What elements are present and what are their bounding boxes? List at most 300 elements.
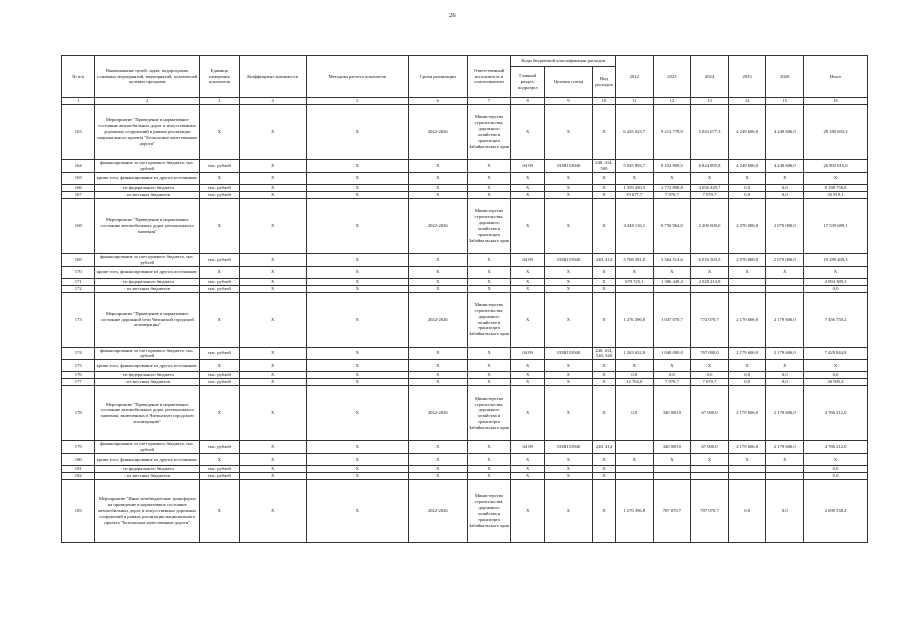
row-year-value: 1 263 632,8 xyxy=(615,347,653,360)
row-coefficient: X xyxy=(239,198,306,253)
program-table xyxy=(61,55,868,543)
row-responsible: X xyxy=(467,160,511,173)
row-target-article: X xyxy=(544,172,592,184)
row-number: 177 xyxy=(62,379,95,386)
row-year-value: X xyxy=(728,172,766,184)
row-unit: тыс. рублей xyxy=(199,379,239,386)
table-row xyxy=(62,184,868,191)
row-unit: X xyxy=(199,292,239,347)
row-section: X xyxy=(511,473,544,480)
row-year-value: 2 179 606,0 xyxy=(766,441,804,454)
row-total: X xyxy=(804,454,868,466)
row-year-value: 1 386 449,4 xyxy=(653,278,691,285)
col-target-article: Целевая статья xyxy=(544,67,592,98)
row-number: 180 xyxy=(62,454,95,466)
row-section: 04 09 xyxy=(511,160,544,173)
row-number: 181 xyxy=(62,466,95,473)
row-year-value: 2 179 606,0 xyxy=(766,347,804,360)
row-method: X xyxy=(306,191,408,198)
row-year-value: 0,0 xyxy=(766,480,804,543)
row-target-article: 333R153940 xyxy=(544,441,592,454)
row-section: 04 09 xyxy=(511,441,544,454)
column-number-cell: 12 xyxy=(653,98,691,105)
col-name: Наименование целей, задач, подпрограмм, основных мероприятий, мероприятий, показателей целевых программ xyxy=(95,56,200,98)
row-coefficient: X xyxy=(239,386,306,441)
row-term: X xyxy=(409,253,468,266)
row-expense-type: X xyxy=(592,198,615,253)
row-section: X xyxy=(511,372,544,379)
column-number-cell: 9 xyxy=(544,98,592,105)
row-year-value: X xyxy=(728,360,766,372)
row-unit: тыс. рублей xyxy=(199,285,239,292)
row-year-value: 767 000,0 xyxy=(691,347,729,360)
row-name: Мероприятие "Иные межбюджетные трансферты на приведение в нормативное состояние автомобильных дорог и искусственных дорожных сооружений в рамках реализации национального проекта "Безопасные качественные дороги" xyxy=(95,480,200,543)
row-name: кроме того, финансирование из других источников: xyxy=(95,454,200,466)
row-year-value: 0,0 xyxy=(615,372,653,379)
row-total: 4 094 389,3 xyxy=(804,278,868,285)
row-method: X xyxy=(306,285,408,292)
row-year-value: X xyxy=(766,454,804,466)
row-year-value: 0,0 xyxy=(728,480,766,543)
column-number-cell: 7 xyxy=(467,98,511,105)
row-year-value: 6 016 503,5 xyxy=(691,253,729,266)
row-name: - из местных бюджетов xyxy=(95,191,200,198)
column-number-cell: 11 xyxy=(615,98,653,105)
row-number: 164 xyxy=(62,160,95,173)
col-responsible: Ответственный исполнитель и соисполнители xyxy=(467,56,511,98)
row-coefficient: X xyxy=(239,278,306,285)
row-year-value: 340 000,0 xyxy=(653,441,691,454)
row-year-value: X xyxy=(766,172,804,184)
row-coefficient: X xyxy=(239,292,306,347)
table-row xyxy=(62,466,868,473)
row-coefficient: X xyxy=(239,473,306,480)
row-total: X xyxy=(804,360,868,372)
row-number: 179 xyxy=(62,441,95,454)
row-method: X xyxy=(306,105,408,160)
row-year-value: 0,0 xyxy=(728,372,766,379)
row-year-value: 2 070 000,0 xyxy=(766,253,804,266)
row-name: финансирование за счет краевого бюджета, тыс. рублей xyxy=(95,347,200,360)
row-term: 2022-2026 xyxy=(409,198,468,253)
row-total: 7 456 750,2 xyxy=(804,292,868,347)
row-name: - из федерального бюджета xyxy=(95,278,200,285)
row-year-value xyxy=(728,466,766,473)
row-year-value: 1 276 396,8 xyxy=(615,480,653,543)
row-year-value: X xyxy=(691,360,729,372)
table-row xyxy=(62,278,868,285)
row-year-value xyxy=(766,473,804,480)
row-responsible: X xyxy=(467,360,511,372)
row-year-value: X xyxy=(766,266,804,278)
row-term: X xyxy=(409,441,468,454)
row-year-value: X xyxy=(691,172,729,184)
row-target-article: X xyxy=(544,379,592,386)
row-number: 167 xyxy=(62,191,95,198)
row-number: 174 xyxy=(62,347,95,360)
row-name: Мероприятие "Приведение в нормативное состояние автомобильных дорог регионального значения" xyxy=(95,198,200,253)
row-coefficient: X xyxy=(239,466,306,473)
row-responsible: X xyxy=(467,172,511,184)
page-number: 26 xyxy=(449,12,456,19)
row-coefficient: X xyxy=(239,372,306,379)
row-year-value: X xyxy=(766,360,804,372)
row-year-value xyxy=(615,466,653,473)
row-responsible: Министерство строительства, дорожного хозяйства и транспорта Забайкальского края xyxy=(467,480,511,543)
column-number-cell: 3 xyxy=(199,98,239,105)
row-year-value: 2 179 606,0 xyxy=(766,292,804,347)
row-year-value: 5 364 514,6 xyxy=(653,253,691,266)
row-expense-type: X xyxy=(592,105,615,160)
row-name: - из местных бюджетов xyxy=(95,285,200,292)
row-number: 176 xyxy=(62,372,95,379)
row-unit: X xyxy=(199,386,239,441)
row-total: 17 539 689,1 xyxy=(804,198,868,253)
row-coefficient: X xyxy=(239,379,306,386)
col-method: Методика расчета показателя xyxy=(306,56,408,98)
row-section: X xyxy=(511,292,544,347)
row-number: 171 xyxy=(62,278,95,285)
row-section: X xyxy=(511,198,544,253)
row-name: - из местных бюджетов xyxy=(95,473,200,480)
table-row xyxy=(62,292,868,347)
row-total: 0,0 xyxy=(804,473,868,480)
row-total: 7 429 844,8 xyxy=(804,347,868,360)
row-year-value: 2 179 606,0 xyxy=(728,292,766,347)
row-year-value: X xyxy=(653,266,691,278)
row-responsible: Министерство строительства, дорожного хозяйства и транспорта Забайкальского края xyxy=(467,292,511,347)
row-unit: тыс. рублей xyxy=(199,372,239,379)
col-section: Главный раздел, подраздел xyxy=(511,67,544,98)
table-row xyxy=(62,191,868,198)
row-target-article: 333R153940 xyxy=(544,347,592,360)
column-number-cell: 1 xyxy=(62,98,95,105)
row-term: X xyxy=(409,172,468,184)
col-coefficient: Коэффициент значимости xyxy=(239,56,306,98)
row-section: X xyxy=(511,172,544,184)
row-year-value: 2 070 000,0 xyxy=(728,198,766,253)
row-term: X xyxy=(409,184,468,191)
row-year-value: X xyxy=(691,266,729,278)
row-year-value xyxy=(653,285,691,292)
table-row xyxy=(62,198,868,253)
row-total: 35 819,1 xyxy=(804,191,868,198)
row-section: X xyxy=(511,105,544,160)
row-year-value: 1 047 070,7 xyxy=(653,292,691,347)
row-name: финансирование за счет краевого бюджета, тыс. рублей xyxy=(95,253,200,266)
row-method: X xyxy=(306,184,408,191)
row-term: 2022-2026 xyxy=(409,292,468,347)
row-year-value: 0,0 xyxy=(691,372,729,379)
row-coefficient: X xyxy=(239,184,306,191)
row-year-value: 6 824 895,8 xyxy=(691,160,729,173)
row-responsible: X xyxy=(467,454,511,466)
row-coefficient: X xyxy=(239,347,306,360)
row-number: 182 xyxy=(62,473,95,480)
row-coefficient: X xyxy=(239,480,306,543)
row-unit: тыс. рублей xyxy=(199,191,239,198)
row-target-article: X xyxy=(544,292,592,347)
row-year-value: 9 212 778,9 xyxy=(653,105,691,160)
row-year-value: 7 070,7 xyxy=(653,191,691,198)
row-year-value: X xyxy=(653,172,691,184)
row-term: 2022-2026 xyxy=(409,480,468,543)
row-name: Мероприятие "Приведение в нормативное состояние дорожной сети Читинской городской агломерации" xyxy=(95,292,200,347)
row-unit: тыс. рублей xyxy=(199,160,239,173)
row-method: X xyxy=(306,278,408,285)
row-year-value: 2 200 609,0 xyxy=(691,198,729,253)
row-expense-type: X xyxy=(592,480,615,543)
row-term: X xyxy=(409,160,468,173)
row-year-value: 2 772 898,8 xyxy=(653,184,691,191)
row-number: 165 xyxy=(62,172,95,184)
row-year-value: 4 249 606,0 xyxy=(766,105,804,160)
row-year-value: X xyxy=(615,266,653,278)
table-row xyxy=(62,473,868,480)
row-section: 04 09 xyxy=(511,347,544,360)
row-year-value: X xyxy=(728,454,766,466)
row-term: X xyxy=(409,372,468,379)
row-name: финансирование за счет краевого бюджета, тыс. рублей xyxy=(95,160,200,173)
row-expense-type: 240, 414 xyxy=(592,253,615,266)
row-term: X xyxy=(409,285,468,292)
row-responsible: X xyxy=(467,184,511,191)
row-expense-type: X xyxy=(592,379,615,386)
column-number-cell: 4 xyxy=(239,98,306,105)
row-method: X xyxy=(306,266,408,278)
row-responsible: X xyxy=(467,379,511,386)
table-row xyxy=(62,441,868,454)
row-year-value: 679 725,1 xyxy=(615,278,653,285)
row-year-value xyxy=(728,285,766,292)
table-row xyxy=(62,172,868,184)
row-name: - из федерального бюджета xyxy=(95,372,200,379)
row-total: 8 188 758,8 xyxy=(804,184,868,191)
column-number-cell: 2 xyxy=(95,98,200,105)
column-number-cell: 8 xyxy=(511,98,544,105)
row-number: 169 xyxy=(62,253,95,266)
row-year-value: 7 070,7 xyxy=(691,191,729,198)
row-year-value: 0,0 xyxy=(728,379,766,386)
row-year-value: 2 070 000,0 xyxy=(766,198,804,253)
col-unit: Единица измерения показателя xyxy=(199,56,239,98)
row-year-value xyxy=(615,473,653,480)
table-body xyxy=(62,105,868,543)
row-year-value xyxy=(653,473,691,480)
col-year-2022: 2022 xyxy=(615,56,653,98)
row-year-value: 1 040 000,0 xyxy=(653,347,691,360)
row-year-value: 0,0 xyxy=(766,372,804,379)
row-expense-type: 240, 414, 520, 540 xyxy=(592,347,615,360)
row-name: - из федерального бюджета xyxy=(95,466,200,473)
row-expense-type: X xyxy=(592,278,615,285)
row-year-value: X xyxy=(691,454,729,466)
row-number: 163 xyxy=(62,105,95,160)
row-method: X xyxy=(306,253,408,266)
row-total: 0,0 xyxy=(804,285,868,292)
row-expense-type: 240, 414 xyxy=(592,441,615,454)
row-year-value: 8 432 809,5 xyxy=(653,160,691,173)
row-responsible: Министерство строительства, дорожного хозяйства и транспорта Забайкальского края xyxy=(467,386,511,441)
row-year-value: X xyxy=(615,454,653,466)
table-row xyxy=(62,266,868,278)
row-expense-type: X xyxy=(592,266,615,278)
row-unit: тыс. рублей xyxy=(199,347,239,360)
row-section: X xyxy=(511,278,544,285)
row-target-article: 333R153940 xyxy=(544,253,592,266)
row-total: 4 766 212,0 xyxy=(804,441,868,454)
column-number-cell: 5 xyxy=(306,98,408,105)
row-coefficient: X xyxy=(239,105,306,160)
col-year-2025: 2025 xyxy=(728,56,766,98)
row-year-value: 707 070,7 xyxy=(653,480,691,543)
row-coefficient: X xyxy=(239,253,306,266)
row-year-value xyxy=(615,285,653,292)
row-responsible: Министерство строительства, дорожного хозяйства и транспорта Забайкальского края xyxy=(467,198,511,253)
row-target-article: X xyxy=(544,184,592,191)
row-coefficient: X xyxy=(239,441,306,454)
row-year-value xyxy=(766,285,804,292)
row-name: кроме того, финансирование из других источников: xyxy=(95,360,200,372)
row-coefficient: X xyxy=(239,454,306,466)
row-expense-type: X xyxy=(592,360,615,372)
row-term: X xyxy=(409,191,468,198)
row-section: X xyxy=(511,386,544,441)
row-year-value: 1 276 396,8 xyxy=(615,292,653,347)
row-year-value xyxy=(691,473,729,480)
row-method: X xyxy=(306,386,408,441)
row-year-value: X xyxy=(615,172,653,184)
row-year-value: 2 179 606,0 xyxy=(728,441,766,454)
row-year-value: 7 070,7 xyxy=(653,379,691,386)
row-unit: тыс. рублей xyxy=(199,441,239,454)
row-year-value xyxy=(653,466,691,473)
row-expense-type: X xyxy=(592,184,615,191)
row-target-article: 333R153940 xyxy=(544,160,592,173)
row-year-value: 0,0 xyxy=(766,191,804,198)
row-responsible: X xyxy=(467,278,511,285)
row-number: 172 xyxy=(62,285,95,292)
row-year-value: 67 000,0 xyxy=(691,386,729,441)
table-row xyxy=(62,386,868,441)
row-coefficient: X xyxy=(239,191,306,198)
row-responsible: X xyxy=(467,473,511,480)
row-target-article: X xyxy=(544,191,592,198)
row-method: X xyxy=(306,473,408,480)
row-term: 2022-2026 xyxy=(409,105,468,160)
row-year-value: 2 179 606,0 xyxy=(766,386,804,441)
row-year-value xyxy=(728,473,766,480)
table-row xyxy=(62,285,868,292)
row-number: 166 xyxy=(62,184,95,191)
row-unit: X xyxy=(199,266,239,278)
row-year-value: 6 750 964,0 xyxy=(653,198,691,253)
row-unit: тыс. рублей xyxy=(199,466,239,473)
row-unit: X xyxy=(199,480,239,543)
row-name: кроме того, финансирование из других источников: xyxy=(95,172,200,184)
row-year-value xyxy=(615,441,653,454)
col-number: № п/п xyxy=(62,56,95,98)
row-number: 168 xyxy=(62,198,95,253)
row-expense-type: X xyxy=(592,466,615,473)
row-term: X xyxy=(409,454,468,466)
row-year-value: 707 070,7 xyxy=(691,480,729,543)
row-year-value: 1 359 430,5 xyxy=(615,184,653,191)
row-year-value: 12 764,0 xyxy=(615,379,653,386)
row-target-article: X xyxy=(544,285,592,292)
row-total: X xyxy=(804,172,868,184)
row-year-value: 4 056 429,7 xyxy=(691,184,729,191)
row-year-value xyxy=(766,466,804,473)
row-section: X xyxy=(511,266,544,278)
row-term: X xyxy=(409,347,468,360)
row-total: 0,0 xyxy=(804,372,868,379)
row-term: X xyxy=(409,379,468,386)
row-name: Мероприятие "Приведение в нормативное состояние автомобильных дорог регионального значения, включенных в Читинскую городскую агломерацию" xyxy=(95,386,200,441)
row-year-value xyxy=(691,466,729,473)
row-responsible: X xyxy=(467,372,511,379)
row-year-value xyxy=(766,278,804,285)
row-name: - из федерального бюджета xyxy=(95,184,200,191)
row-year-value: 0,0 xyxy=(653,372,691,379)
row-method: X xyxy=(306,480,408,543)
row-section: X xyxy=(511,454,544,466)
column-number-cell: 15 xyxy=(766,98,804,105)
row-target-article: X xyxy=(544,198,592,253)
row-year-value: 6 425 023,7 xyxy=(615,105,653,160)
row-coefficient: X xyxy=(239,172,306,184)
row-target-article: X xyxy=(544,473,592,480)
row-responsible: X xyxy=(467,191,511,198)
row-method: X xyxy=(306,160,408,173)
row-term: X xyxy=(409,278,468,285)
row-unit: X xyxy=(199,454,239,466)
row-expense-type: X xyxy=(592,386,615,441)
row-unit: тыс. рублей xyxy=(199,473,239,480)
row-expense-type: X xyxy=(592,191,615,198)
row-year-value: 4 448 116,1 xyxy=(615,198,653,253)
row-number: 178 xyxy=(62,386,95,441)
col-year-2023: 2023 xyxy=(653,56,691,98)
row-expense-type: X xyxy=(592,292,615,347)
row-unit: тыс. рублей xyxy=(199,184,239,191)
row-method: X xyxy=(306,379,408,386)
row-year-value: 340 000,0 xyxy=(653,386,691,441)
column-number-cell: 13 xyxy=(691,98,729,105)
row-year-value: X xyxy=(615,360,653,372)
row-expense-type: X xyxy=(592,473,615,480)
row-target-article: X xyxy=(544,372,592,379)
row-method: X xyxy=(306,454,408,466)
row-total: 0,0 xyxy=(804,466,868,473)
row-target-article: X xyxy=(544,278,592,285)
row-year-value: X xyxy=(728,266,766,278)
row-year-value: 7 070,7 xyxy=(691,379,729,386)
row-term: X xyxy=(409,473,468,480)
row-responsible: X xyxy=(467,466,511,473)
row-name: Мероприятие "Приведение в нормативное состояние автомобильных дорог и искусственных дорожных сооружений в рамках реализации национального проекта "Безопасные качественные дороги" xyxy=(95,105,200,160)
row-year-value: 0,0 xyxy=(766,379,804,386)
row-expense-type: X xyxy=(592,454,615,466)
row-unit: тыс. рублей xyxy=(199,253,239,266)
row-year-value: 0,0 xyxy=(728,191,766,198)
col-expense-type: Вид расходов xyxy=(592,67,615,98)
row-unit: X xyxy=(199,172,239,184)
row-section: 04 09 xyxy=(511,253,544,266)
row-responsible: X xyxy=(467,253,511,266)
row-responsible: X xyxy=(467,266,511,278)
row-number: 173 xyxy=(62,292,95,347)
